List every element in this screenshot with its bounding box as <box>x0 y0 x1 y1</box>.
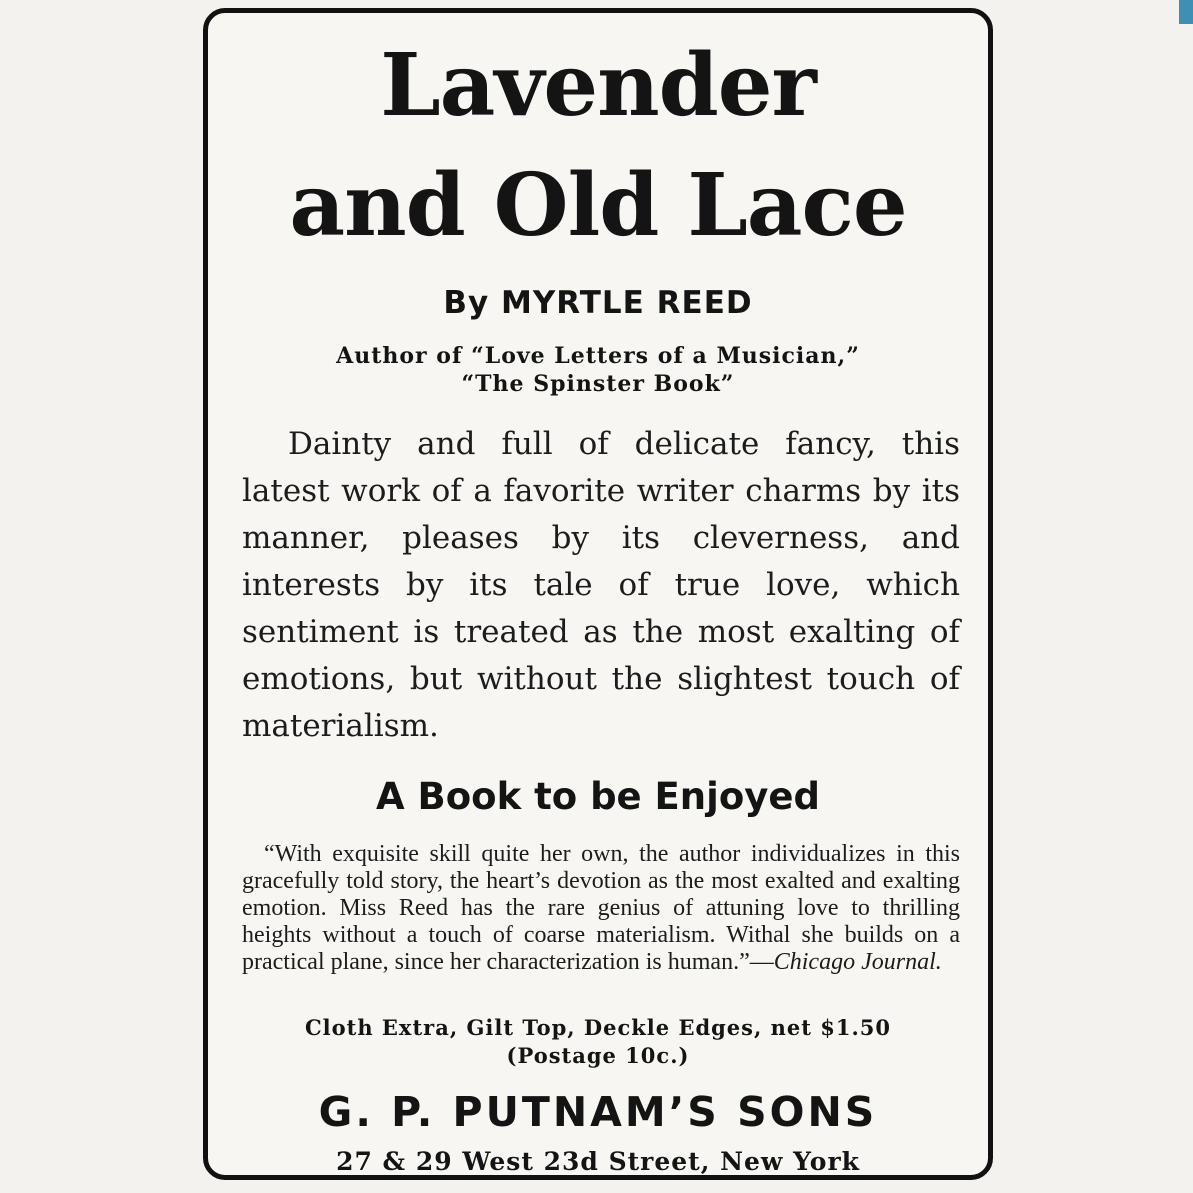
review-quote-text: “With exquisite skill quite her own, the author individualizes in this gracefully told story, the heart’s devotion as the most exalted and exalting emotion. Miss Reed has the rare genius of attuning love to thrilling heights without a touch of coarse materialism. Withal she builds on a practical plane, since her characterization is human.” <box>242 841 960 975</box>
author-byline: By MYRTLE REED <box>443 285 753 321</box>
author-previous-works-line-2: “The Spinster Book” <box>461 371 735 397</box>
binding-and-price: Cloth Extra, Gilt Top, Deckle Edges, net $1.50 <box>304 1015 892 1040</box>
review-source: Chicago Journal. <box>773 949 942 975</box>
book-title-line-2: and Old Lace <box>289 155 907 256</box>
scan-edge <box>1179 0 1193 24</box>
publisher-address: 27 & 29 West 23d Street, New York <box>336 1147 860 1176</box>
advertisement-frame <box>203 8 993 1180</box>
book-description: Dainty and full of delicate fancy, this latest work of a favorite writer charms by its manner, pleases by its cleverness, and interests by its tale of true love, which sentiment is treated as the most exalting of emotions, but without the slightest touch of materialism. <box>242 426 960 744</box>
postage-note: (Postage 10c.) <box>506 1043 690 1068</box>
review-quote: “With exquisite skill quite her own, the author individualizes in this gracefully told story, the heart’s devotion as the most exalted and exalting emotion. Miss Reed has the rare genius of attuning love to thrilling heights without a touch of coarse materialism. Withal she builds on a practical plane, since her characterization is human.”—Chicago Journal. <box>242 841 960 975</box>
book-title-line-1: Lavender <box>380 35 816 136</box>
author-previous-works-line-1: Author of “Love Letters of a Musician,” <box>336 343 860 369</box>
subheading: A Book to be Enjoyed <box>376 775 820 818</box>
publisher-name: G. P. PUTNAM’S SONS <box>318 1088 878 1136</box>
